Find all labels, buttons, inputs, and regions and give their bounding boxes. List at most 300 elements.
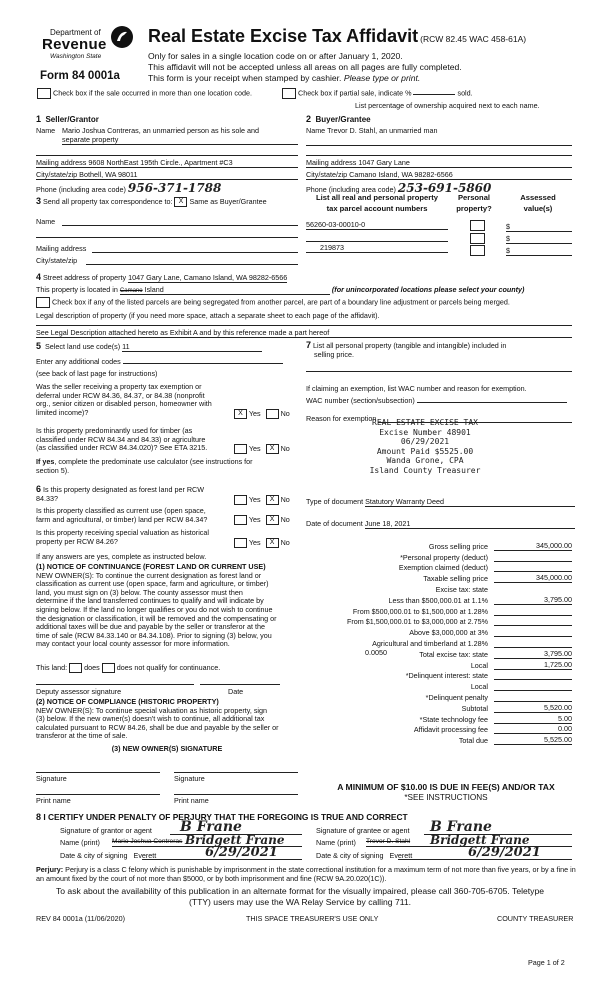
- dept-line3: Washington State: [50, 53, 102, 60]
- tax-row: [306, 734, 572, 745]
- corr-mail-line[interactable]: [92, 252, 298, 253]
- q1-line-b: deferral under RCW 84.36, 84.37, or 84.38 (nonprofit: [36, 390, 205, 400]
- q2-no-label: No: [280, 444, 290, 453]
- tax-row-label: Above $3,000,000 at 3%: [409, 628, 488, 638]
- perjury-text: Perjury is a class C felony which is punishable by imprisonment in the state correctional institution for a maximum term of not more than five years, or by a fine in an amount fixed by the court of not more than $5000, or by both imprisonment and fine (RCW 9A.20.020(1C)).: [36, 865, 576, 883]
- claim-line2: WAC number (section/subsection): [306, 396, 415, 405]
- if-yes-text: , complete the predominate use calculator (see instructions for: [54, 457, 253, 466]
- tax-row-label: Gross selling price: [428, 541, 488, 551]
- notice1-l2: classification as current use (open space, farm and agriculture, or timber): [36, 579, 269, 589]
- assessed-header-2: value(s): [523, 203, 553, 213]
- notice1-l5: signing below. If the land no longer qualifies or you do not wish to continue: [36, 604, 273, 614]
- current-use-question: [36, 507, 236, 524]
- q2-line-b: classified under RCW 84.34 and 84.33) or agriculture: [36, 434, 206, 444]
- availability-note: [20, 886, 580, 908]
- assessed-2[interactable]: [506, 234, 572, 244]
- addl-codes-row: [36, 356, 283, 366]
- tax-row: [306, 572, 572, 583]
- form-rcw: (RCW 82.45 WAC 458-61A): [420, 34, 527, 44]
- deputy-sig-line[interactable]: [36, 684, 194, 685]
- grantee-date-hw: 6/29/2021: [468, 845, 541, 860]
- sub-line3: [148, 73, 420, 83]
- grantor-city: Everett: [133, 851, 157, 860]
- q2-line-a: Is this property predominantly used for timber (as: [36, 426, 193, 435]
- tax-row-label: *State technology fee: [419, 714, 488, 724]
- doc-type[interactable]: Statutory Warranty Deed: [365, 497, 575, 507]
- buyer-mail-label: Mailing address: [306, 158, 357, 167]
- addl-codes-field[interactable]: [123, 356, 283, 364]
- dollar-2: $: [506, 234, 510, 243]
- seller-num: 1: [36, 114, 42, 124]
- corr-city-label: City/state/zip: [36, 256, 78, 265]
- corr-mail-label: Mailing address: [36, 244, 87, 253]
- availability-2: (TTY) users may use the WA Relay Service by calling 711.: [188, 897, 412, 907]
- buyer-city[interactable]: Camano Island, WA 98282-6566: [349, 170, 453, 179]
- correspondence-label: Send all property tax correspondence to:: [43, 197, 173, 206]
- grantee-name-hw: Bridgett Frane: [430, 833, 530, 847]
- owner-print-line-1[interactable]: [36, 794, 160, 795]
- tax-row-value[interactable]: 345,000.00: [494, 573, 572, 583]
- tax-row-label: From $500,000.01 to $1,500,000 at 1.28%: [352, 606, 488, 616]
- tax-row: [306, 616, 572, 627]
- land-use-label: Select land use code(s): [45, 342, 121, 351]
- correspondence-num: 3: [36, 196, 42, 206]
- partial-sale-pct-field[interactable]: [413, 94, 455, 95]
- q6-2-no-label: No: [280, 515, 290, 524]
- personal-checkbox-1[interactable]: [470, 220, 485, 231]
- deputy-date-line[interactable]: [200, 684, 280, 685]
- multi-location-row: [37, 88, 252, 99]
- tax-row-label: Subtotal: [461, 703, 488, 713]
- notice2-l1: NEW OWNER(S): To continue special valuation as historic property, sign: [36, 705, 268, 715]
- q1-no-label: No: [280, 409, 290, 418]
- tax-row-value[interactable]: 5,525.00: [494, 735, 572, 745]
- notice1-l9: may contact your local county assessor for more information.: [36, 639, 230, 649]
- unincorporated-note: (for unincorporated locations please select your county): [331, 285, 525, 294]
- this-land-row: [36, 663, 220, 673]
- owner-sig-line-2[interactable]: [174, 772, 298, 773]
- corr-city-line[interactable]: [86, 264, 298, 265]
- street-row: [36, 272, 287, 282]
- rev-label: REV 84 0001a (11/06/2020): [36, 914, 125, 923]
- buyer-num: 2: [306, 114, 312, 124]
- tax-row-value[interactable]: [494, 679, 572, 680]
- owner-print-label-2: Print name: [174, 796, 209, 805]
- grantor-sig-row: [60, 826, 152, 835]
- q6-3-a: Is this property receiving special valuation as historical: [36, 528, 209, 537]
- parcel-header: [306, 194, 448, 213]
- tax-row-value[interactable]: 5,520.00: [494, 703, 572, 713]
- page-number: Page 1 of 2: [528, 958, 565, 967]
- see-instructions: *SEE INSTRUCTIONS: [404, 793, 488, 802]
- grantor-name-hw: Bridgett Frane: [185, 833, 285, 847]
- tax-row-value[interactable]: [494, 625, 572, 626]
- dept-line2: Revenue: [42, 36, 107, 53]
- seller-mail-label: Mailing address: [36, 158, 87, 167]
- any-yes-note: If any answers are yes, complete as instructed below.: [36, 552, 207, 561]
- buyer-mail[interactable]: 1047 Gary Lane: [358, 158, 410, 167]
- notice1-title: (1) NOTICE OF CONTINUANCE (FOREST LAND OR CURRENT USE): [36, 562, 266, 571]
- stamp-line2: Excise Number 48901: [379, 427, 471, 437]
- tax-row-label: Affidavit processing fee: [413, 725, 488, 735]
- seller-phone[interactable]: 956-371-1788: [127, 181, 222, 195]
- parcel-1[interactable]: 56260-03-00010-0: [306, 220, 448, 230]
- stamp-line1: REAL ESTATE EXCISE TAX: [372, 418, 478, 427]
- q6-3-b: property per RCW 84.26?: [36, 536, 118, 546]
- assessed-1[interactable]: [506, 222, 572, 232]
- tax-row-value[interactable]: [494, 636, 572, 637]
- tax-row: [306, 637, 572, 648]
- land-use-num: 5: [36, 341, 42, 351]
- tax-row-label: Local: [470, 682, 488, 692]
- corr-name-label: Name: [36, 217, 56, 226]
- seller-heading: [36, 114, 99, 124]
- buyer-phone[interactable]: 253-691-5860: [397, 181, 492, 195]
- personal-prop-line-1[interactable]: [306, 371, 572, 372]
- q1-line-d: limited income)?: [36, 407, 89, 417]
- tax-row: [306, 551, 572, 562]
- correspondence-row: [36, 196, 267, 207]
- grantee-city: Everett: [389, 851, 413, 860]
- historic-question: [36, 529, 236, 546]
- same-as-buyer-checkbox[interactable]: X: [174, 197, 187, 207]
- q2-line-c: (as classified under RCW 84.34.020)? See ETA 3215.: [36, 443, 208, 453]
- does-label: does: [84, 663, 100, 672]
- segregated-checkbox[interactable]: [36, 297, 50, 308]
- seller-mail-row: [36, 158, 298, 168]
- seller-blank-line: [36, 155, 298, 156]
- legal-ref[interactable]: See Legal Description attached hereto as Exhibit A and by this reference made a part hereof: [36, 328, 572, 338]
- legal-blank-line: [36, 325, 572, 326]
- perjury-label: Perjury:: [36, 865, 64, 874]
- q6-1-yes-checkbox[interactable]: [234, 495, 247, 505]
- tax-row-value[interactable]: [494, 561, 572, 562]
- seller-phone-label: Phone (including area code): [36, 185, 126, 194]
- does-not-label: does not qualify for continuance.: [116, 663, 221, 672]
- tax-row-label: Less than $500,000.01 at 1.1%: [388, 595, 488, 605]
- notice2-l3: calculated pursuant to RCW 84.26, shall be due and payable by the seller or: [36, 722, 279, 732]
- availability-1: To ask about the availability of this publication in an alternate format for the visually impaired, please call 360-705-6705. Teletype: [55, 886, 545, 896]
- tax-row-label: Exemption claimed (deduct): [398, 563, 488, 573]
- new-owner-sig-title: (3) NEW OWNER(S) SIGNATURE: [111, 744, 223, 753]
- tax-row: [306, 562, 572, 573]
- s7-line2: selling price.: [314, 349, 354, 359]
- tax-row: [306, 713, 572, 724]
- assessed-header: [506, 194, 570, 213]
- dor-logo-icon: [110, 25, 134, 49]
- wac-row: [306, 395, 572, 405]
- form-title-row: [148, 26, 526, 47]
- q2-answer: [234, 444, 290, 454]
- timber-question: [36, 427, 236, 453]
- notice1-l8: time of sale (RCW 84.33.140 or 84.34.108). Prior to signing (3) below, you: [36, 630, 272, 640]
- doc-type-row: [306, 497, 575, 507]
- grantee-signature: B Frane: [430, 819, 492, 835]
- deputy-date-label: Date: [228, 687, 244, 696]
- type-print-note: Please type or print.: [343, 73, 421, 83]
- buyer-blank-line-1: [306, 145, 572, 146]
- buyer-city-row: [306, 170, 572, 180]
- grantee-name-label: Name (print): [316, 838, 356, 847]
- tax-row-value[interactable]: 5.00: [494, 714, 572, 724]
- q6-2-a: Is this property classified as current use (open space,: [36, 506, 206, 515]
- tax-row-label: *Personal property (deduct): [400, 552, 488, 562]
- q6-2-yes-checkbox[interactable]: [234, 515, 247, 525]
- street-address[interactable]: 1047 Gary Lane, Camano Island, WA 98282-6566: [128, 273, 288, 282]
- personal-checkbox-3[interactable]: [470, 245, 485, 256]
- owner-sig-line-1[interactable]: [36, 772, 160, 773]
- does-not-checkbox[interactable]: [102, 663, 115, 673]
- tax-row-label: From $1,500,000.01 to $3,000,000 at 2.75%: [346, 617, 488, 627]
- land-use-code[interactable]: 11: [122, 342, 262, 352]
- this-land-label: This land:: [36, 663, 68, 672]
- tax-row-label: *Delinquent interest: state: [405, 671, 488, 681]
- multi-location-label: Check box if the sale occurred in more than one location code.: [53, 88, 252, 98]
- tax-row-label: Taxable selling price: [423, 574, 488, 584]
- tax-row-value[interactable]: 3,795.00: [494, 595, 572, 605]
- form-number: Form 84 0001a: [40, 70, 120, 82]
- q2-no-checkbox[interactable]: X: [266, 444, 279, 454]
- buyer-blank-line-2: [306, 155, 572, 156]
- notice2-l4: transferor at the time of sale.: [36, 731, 128, 741]
- partial-sale-checkbox[interactable]: [282, 88, 296, 99]
- seller-city-row: [36, 170, 298, 180]
- partial-sale-label: Check box if partial sale, indicate %: [298, 88, 412, 98]
- legal-desc-label: Legal description of property (if you need more space, attach a separate sheet to each page of the affidavit).: [36, 311, 380, 320]
- grantee-sig-row: [316, 826, 410, 835]
- notice1-l3: land, you must sign on (3) below. The county assessor must then: [36, 587, 243, 597]
- tax-row: [306, 648, 572, 659]
- q6-3-yes-label: Yes: [248, 538, 261, 547]
- segregated-row: [36, 297, 510, 308]
- personal-header-2: property?: [456, 203, 492, 213]
- q6-2-b: farm and agricultural, or timber) land per RCW 84.34?: [36, 514, 208, 524]
- segregated-label: Check box if any of the listed parcels are being segregated from another parcel, are part of a boundary line adjustment or parcels being merged.: [52, 297, 510, 307]
- buyer-mail-row: [306, 158, 572, 168]
- buyer-city-label: City/state/zip: [306, 170, 348, 179]
- q6-1-no-checkbox[interactable]: X: [266, 495, 279, 505]
- q1-no-checkbox[interactable]: [266, 409, 279, 419]
- multi-location-checkbox[interactable]: [37, 88, 51, 99]
- seller-city-label: City/state/zip: [36, 170, 78, 179]
- assessed-3[interactable]: [506, 246, 572, 256]
- located-strike: Camano: [119, 288, 143, 294]
- stamp-line5: Wanda Grone, CPA: [386, 456, 464, 466]
- grantor-name-label: Name (print): [60, 838, 100, 847]
- corr-blank-line: [36, 237, 298, 238]
- sub-line1: Only for sales in a single location code on or after January 1, 2020.: [148, 51, 403, 61]
- parcel-header-1: List all real and personal property: [316, 193, 438, 202]
- tax-row-label: Total due: [458, 736, 488, 746]
- seller-heading-label: Seller/Grantor: [45, 115, 99, 124]
- receipt-note: This form is your receipt when stamped by cashier.: [148, 73, 342, 83]
- owner-sig-label-1: Signature: [36, 774, 67, 783]
- local-rate: 0.0050: [365, 648, 387, 657]
- seller-mail[interactable]: 9608 NorthEast 195th Circle., Apartment #C3: [88, 158, 233, 167]
- buyer-phone-label: Phone (including area code): [306, 185, 396, 194]
- located-value: Island: [144, 285, 164, 294]
- assessed-header-1: Assessed: [520, 193, 556, 202]
- stamp-line6: Island County Treasurer: [369, 465, 481, 475]
- q6-2-answer: [234, 515, 290, 525]
- owner-print-label-1: Print name: [36, 796, 71, 805]
- grantor-date-label: Date & city of signing: [60, 851, 128, 860]
- seller-phone-row: [36, 181, 298, 195]
- see-back-note: (see back of last page for instructions): [36, 369, 158, 378]
- tax-row: [306, 540, 572, 551]
- grantee-date-label: Date & city of signing: [316, 851, 384, 860]
- parcel-3[interactable]: 219873: [306, 243, 448, 253]
- street-num: 4: [36, 272, 42, 282]
- sold-label: sold.: [457, 88, 473, 98]
- parcel-2[interactable]: [306, 233, 448, 242]
- owner-print-line-2[interactable]: [174, 794, 298, 795]
- tax-row-value[interactable]: 3,795.00: [494, 649, 572, 659]
- tax-row: [306, 691, 572, 702]
- q1-yes-checkbox[interactable]: X: [234, 409, 247, 419]
- list-pct-note: List percentage of ownership acquired next to each name.: [355, 101, 540, 110]
- section6-num: 6: [36, 484, 42, 494]
- tax-row: [306, 702, 572, 713]
- tax-rows: [306, 540, 572, 745]
- tax-row-value[interactable]: [494, 615, 572, 616]
- section7-num: 7: [306, 340, 312, 350]
- stamp-line3: 06/29/2021: [400, 437, 450, 447]
- notice2-title: (2) NOTICE OF COMPLIANCE (HISTORIC PROPERTY): [36, 697, 219, 706]
- grantee-sig-label: Signature of grantee or agent: [316, 826, 410, 835]
- grantor-sig-label: Signature of grantor or agent: [60, 826, 152, 835]
- personal-checkbox-2[interactable]: [470, 233, 485, 244]
- notice1-l4: determine if the land transferred continues to qualify and will indicate by: [36, 596, 264, 606]
- notice-continuance: [36, 563, 298, 649]
- q1-answer: [234, 409, 290, 419]
- grantor-date-hw: 6/29/2021: [205, 845, 278, 860]
- doc-date-label: Date of document: [306, 519, 363, 528]
- seller-name-2: separate property: [62, 135, 298, 145]
- county-treasurer-label: COUNTY TREASURER: [497, 914, 574, 923]
- addl-codes-label: Enter any additional codes: [36, 357, 121, 366]
- street-label: Street address of property: [43, 273, 127, 282]
- grantor-name-row: [60, 838, 100, 847]
- notice-compliance: [36, 698, 298, 741]
- certify-text: I CERTIFY UNDER PENALTY OF PERJURY THAT THE FOREGOING IS TRUE AND CORRECT: [43, 812, 408, 822]
- dept-line1: Department of: [50, 28, 101, 37]
- tax-row-value[interactable]: 345,000.00: [494, 541, 572, 551]
- buyer-name-row: [306, 126, 437, 135]
- stamp-line4: Amount Paid $5525.00: [376, 446, 474, 456]
- treasurer-use-label: THIS SPACE TREASURER'S USE ONLY: [246, 914, 379, 923]
- q6-1-no-label: No: [280, 495, 290, 504]
- partial-sale-row: [282, 88, 473, 99]
- tax-row-value[interactable]: 1,725.00: [494, 660, 572, 670]
- tax-row: [306, 659, 572, 670]
- located-field[interactable]: [120, 285, 330, 295]
- personal-header: [452, 194, 496, 213]
- buyer-name[interactable]: Trevor D. Stahl, an unmarried man: [327, 126, 438, 135]
- grantee-printed-strike: Trevor D. Stahl: [366, 838, 411, 845]
- parcel-header-2: tax parcel account numbers: [326, 203, 428, 213]
- sub-line2: This affidavit will not be accepted unless all areas on all pages are fully completed.: [148, 62, 462, 72]
- tax-row-label: Agricultural and timberland at 1.28%: [372, 638, 488, 648]
- tax-row-label: *Delinquent penalty: [425, 692, 488, 702]
- buyer-heading: [306, 114, 371, 124]
- q6-2-no-checkbox[interactable]: X: [266, 515, 279, 525]
- tax-row-label: Local: [470, 660, 488, 670]
- exemption-question: [36, 383, 236, 417]
- q1-line-c: org., senior citizen or disabled person, homeowner with: [36, 399, 212, 409]
- reason-label: Reason for exemption: [306, 414, 377, 423]
- tax-row: [306, 680, 572, 691]
- seller-name-label: Name: [36, 126, 56, 135]
- q6-3-no-checkbox[interactable]: X: [266, 538, 279, 548]
- deputy-sig-label: Deputy assessor signature: [36, 687, 122, 696]
- owner-sig-label-2: Signature: [174, 774, 205, 783]
- q6-3-yes-checkbox[interactable]: [234, 538, 247, 548]
- notice1-l1: NEW OWNER(S): To continue the current designation as forest land or: [36, 570, 262, 580]
- section8-num: 8: [36, 812, 42, 822]
- seller-name-1: Mario Joshua Contreras, an unmarried person as his sole and: [62, 126, 259, 135]
- dollar-3: $: [506, 246, 510, 255]
- buyer-heading-label: Buyer/Grantee: [315, 115, 371, 124]
- dollar-1: $: [506, 222, 510, 231]
- wac-field[interactable]: [417, 395, 567, 403]
- notice1-l6: the designation or classification, it will be removed and the compensating or: [36, 613, 277, 623]
- does-checkbox[interactable]: [69, 663, 82, 673]
- tax-row: [306, 626, 572, 637]
- land-use-row: [36, 341, 262, 352]
- tax-row-value[interactable]: 0.00: [494, 724, 572, 734]
- located-row: [36, 285, 524, 295]
- tax-row-label: Total excise tax: state: [419, 649, 488, 659]
- q6-1-b: 84.33?: [36, 493, 58, 503]
- tax-row: [306, 583, 572, 594]
- form-title: Real Estate Excise Tax Affidavit: [148, 26, 419, 46]
- buyer-name-label: Name: [306, 126, 326, 135]
- tax-row: [306, 670, 572, 681]
- same-as-buyer-label: Same as Buyer/Grantee: [189, 197, 267, 206]
- personal-prop-question: [306, 341, 572, 359]
- tax-row: [306, 594, 572, 605]
- if-yes-section: section 5).: [36, 465, 70, 475]
- grantee-name-row: [316, 838, 356, 847]
- doc-type-label: Type of document: [306, 497, 364, 506]
- doc-date[interactable]: June 18, 2021: [365, 519, 575, 529]
- seller-city[interactable]: Bothell, WA 98011: [79, 170, 138, 179]
- claim-line1: If claiming an exemption, list WAC number and reason for exemption.: [306, 384, 527, 393]
- tax-table: [306, 540, 572, 745]
- forest-question: [36, 485, 236, 503]
- q2-yes-checkbox[interactable]: [234, 444, 247, 454]
- grantor-signature: B Frane: [180, 819, 242, 835]
- treasurer-stamp: [355, 418, 495, 476]
- q6-3-answer: [234, 538, 290, 548]
- q6-3-no-label: No: [280, 538, 290, 547]
- minimum-fee: A MINIMUM OF $10.00 IS DUE IN FEE(S) AND/OR TAX: [337, 782, 555, 792]
- doc-date-row: [306, 519, 575, 529]
- notice1-l7: additional taxes will be due and payable by the seller or transferor at the: [36, 622, 265, 632]
- if-yes-bold: If yes: [36, 457, 55, 466]
- q2-yes-label: Yes: [248, 444, 261, 453]
- claim-exemption: [306, 384, 572, 405]
- tax-row: [306, 605, 572, 616]
- corr-name-line[interactable]: [62, 225, 298, 226]
- q6-1-a: Is this property designated as forest land per RCW: [43, 485, 205, 494]
- located-label: This property is located in: [36, 285, 118, 294]
- notice2-l2: (3) below. If the new owner(s) doesn't wish to continue, all additional tax: [36, 714, 265, 724]
- q6-2-yes-label: Yes: [248, 515, 261, 524]
- tax-row-value[interactable]: [494, 690, 572, 691]
- s7-line1: List all personal property (tangible and intangible) included in: [313, 341, 507, 350]
